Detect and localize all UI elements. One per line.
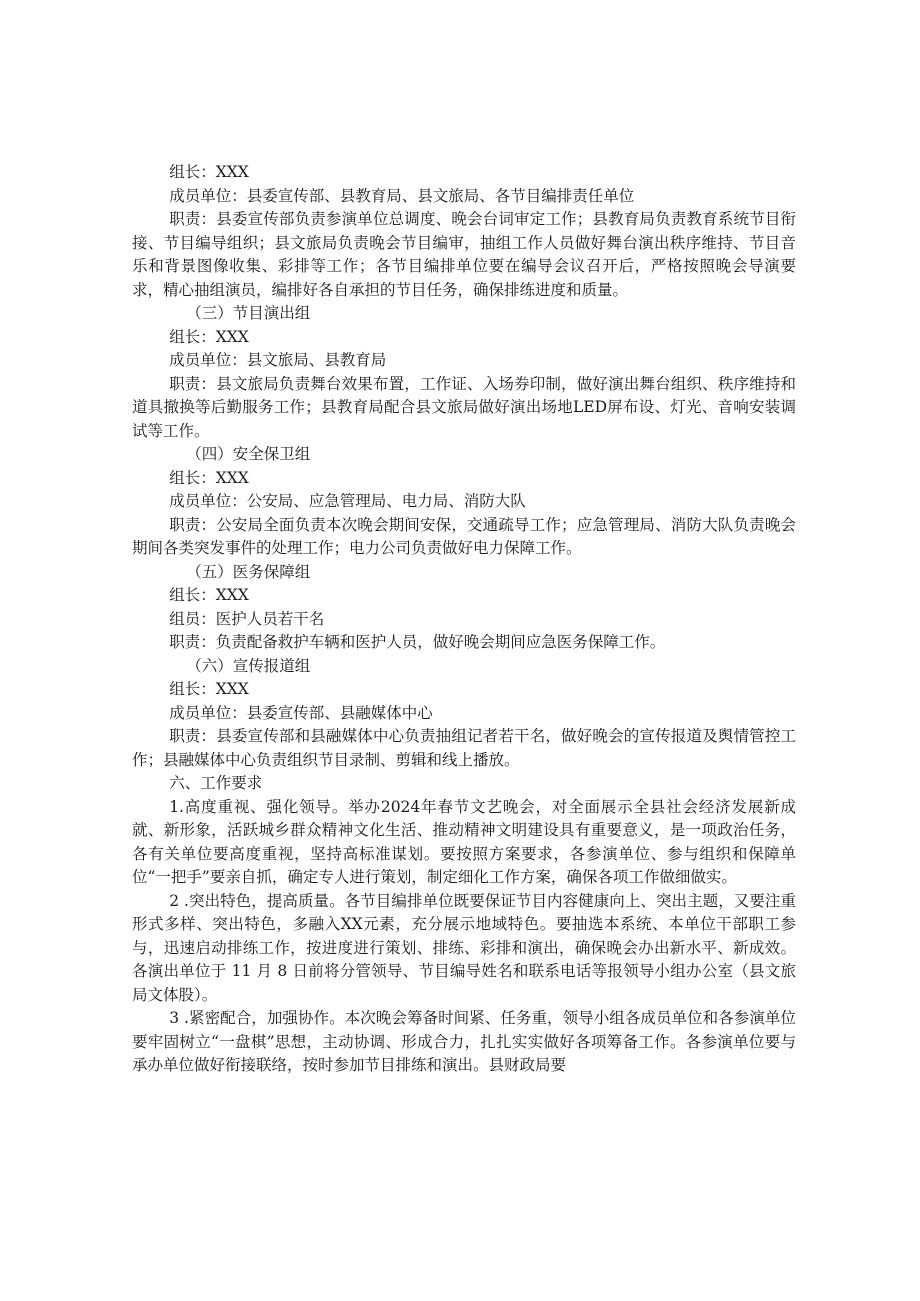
paragraph: （四）安全保卫组 [186, 445, 311, 463]
document-body [132, 161, 796, 1078]
paragraph: 成员单位：县委宣传部、县教育局、县文旅局、各节目编排责任单位 [169, 186, 635, 205]
paragraph: 组长：XXX [169, 586, 249, 604]
paragraph: 组员：医护人员若干名 [169, 609, 325, 628]
paragraph: 成员单位：县文旅局、县教育局 [169, 351, 387, 369]
paragraph: 成员单位：县委宣传部、县融媒体中心 [169, 703, 433, 722]
paragraph: （五）医务保障组 [186, 562, 311, 581]
paragraph: 职责：公安局全面负责本次晚会期间安保，交通疏导工作；应急管理局、消防大队负责晚会期间各类突发事件的处理工作；电力公司负责做好电力保障工作。 [132, 515, 796, 557]
paragraph: 职责：县委宣传部和县融媒体中心负责抽组记者若干名，做好晚会的宣传报道及舆情管控工作；县融媒体中心负责组织节目录制、剪辑和线上播放。 [132, 727, 796, 769]
paragraph: 组长：XXX [169, 680, 249, 698]
paragraph: 组长：XXX [169, 468, 249, 487]
paragraph: 1.高度重视、强化领导。举办2024年春节文艺晚会，对全面展示全县社会经济发展新成就、新形象，活跃城乡群众精神文化生活、推动精神文明建设具有重要意义，是一项政治任务，各有关单位要高度重视，坚持高标准谋划。要按照方案要求，各参演单位、参与组织和保障单位“一把手”要亲自抓，确定专人进行策划，制定细化工作方案，确保各项工作做细做实。 [132, 797, 796, 886]
paragraph: 2 .突出特色，提高质量。各节目编排单位既要保证节目内容健康向上、突出主题，又要注重形式多样、突出特色，多融入XX元素，充分展示地域特色。要抽选本系统、本单位干部职工参与，迅速启动排练工作，按进度进行策划、排练、彩排和演出，确保晚会办出新水平、新成效。各演出单位于 11 月 8 日前将分管领导、节目编导姓名和联系电话等报领导小组办公室（县文旅局文体股）。 [132, 891, 796, 1004]
paragraph: 组长：XXX [169, 163, 249, 181]
paragraph: 职责：县文旅局负责舞台效果布置，工作证、入场券印制，做好演出舞台组织、秩序维持和道具撤换等后勤服务工作；县教育局配合县文旅局做好演出场地LED屏布设、灯光、音响安装调试等工作。 [132, 374, 796, 440]
paragraph: 职责：负责配备救护车辆和医护人员，做好晚会期间应急医务保障工作。 [169, 633, 666, 651]
paragraph: 成员单位：公安局、应急管理局、电力局、消防大队 [169, 492, 526, 510]
paragraph: 职责：县委宣传部负责参演单位总调度、晚会台词审定工作；县教育局负责教育系统节目衔接、节目编导组织；县文旅局负责晚会节目编审，抽组工作人员做好舞台演出秩序维持、节目音乐和背景图像收集、彩排等工作；各节目编排单位要在编导会议召开后，严格按照晚会导演要求，精心抽组演员，编排好各自承担的节目任务，确保排练进度和质量。 [132, 210, 796, 299]
paragraph: （三）节目演出组 [186, 304, 311, 322]
paragraph: 3 .紧密配合，加强协作。本次晚会筹备时间紧、任务重，领导小组各成员单位和各参演单位要牢固树立“一盘棋”思想，主动协调、形成合力，扎扎实实做好各项筹备工作。各参演单位要与承办单位做好衔接联络，按时参加节目排练和演出。县财政局要 [132, 1009, 796, 1074]
paragraph: 组长：XXX [169, 327, 249, 346]
paragraph: 六、工作要求 [169, 774, 263, 792]
paragraph: （六）宣传报道组 [186, 656, 311, 675]
